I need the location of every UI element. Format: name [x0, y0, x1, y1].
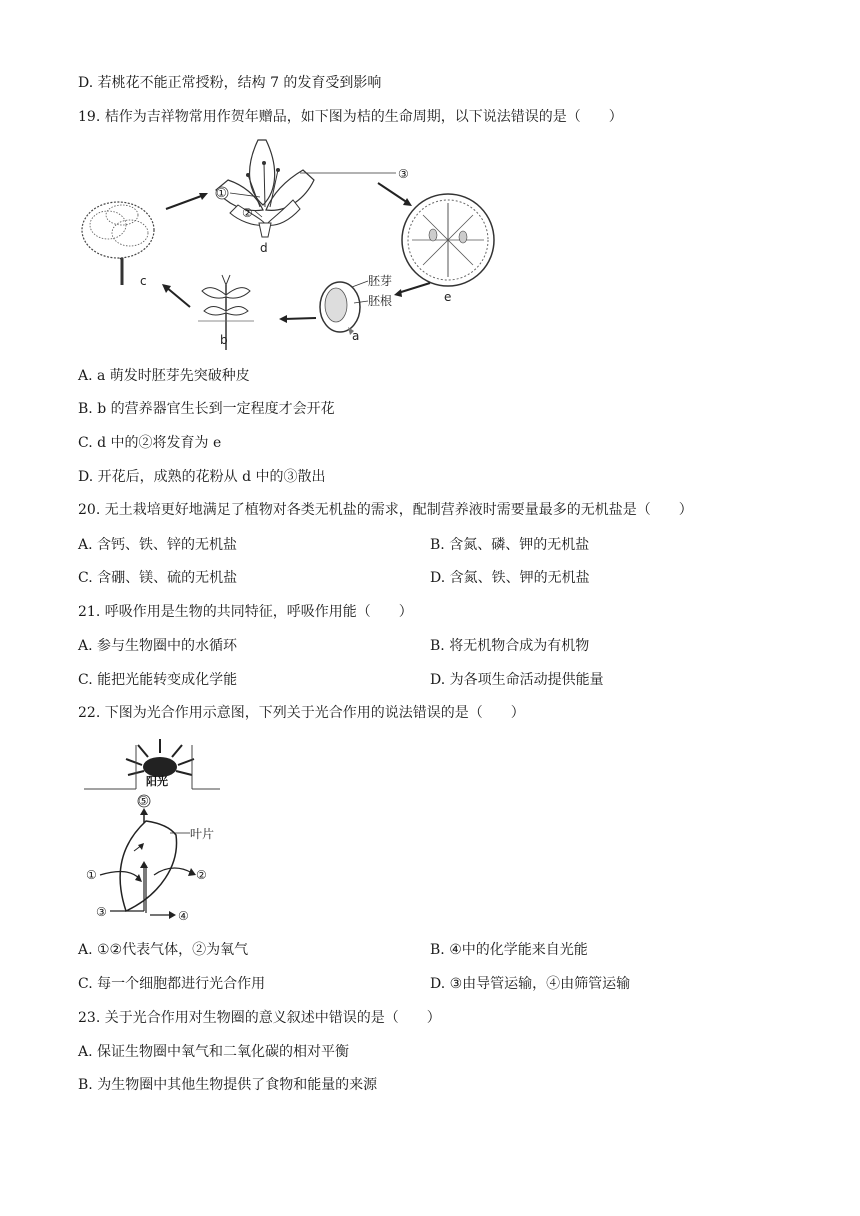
- label-2: ②: [242, 206, 253, 220]
- q23-option-b: B. 为生物圈中其他生物提供了食物和能量的来源: [78, 1077, 378, 1093]
- q19-option-d: D. 开花后，成熟的花粉从 d 中的③散出: [78, 469, 326, 485]
- seed-illustration: [320, 282, 360, 335]
- q22-option-b: B. ④中的化学能来自光能: [430, 942, 588, 958]
- label-3: ③: [96, 905, 107, 919]
- q19-orange-life-cycle-figure: [78, 135, 478, 355]
- tree-illustration: [82, 202, 154, 285]
- q23-option-a: A. 保证生物圈中氧气和二氧化碳的相对平衡: [78, 1044, 350, 1060]
- q22-photosynthesis-figure: [80, 735, 230, 925]
- label-2: ②: [196, 868, 207, 882]
- label-1: ①: [216, 186, 227, 200]
- q21-option-b: B. 将无机物合成为有机物: [430, 638, 590, 654]
- q21-option-d: D. 为各项生命活动提供能量: [430, 672, 604, 688]
- q21-option-a: A. 参与生物圈中的水循环: [78, 638, 238, 654]
- flower-illustration: [216, 140, 314, 237]
- label-3: ③: [398, 167, 409, 181]
- label-b: b: [220, 333, 228, 347]
- q22-stem: 22. 下图为光合作用示意图，下列关于光合作用的说法错误的是（ ）: [78, 705, 525, 721]
- label-e: e: [444, 290, 452, 304]
- label-5: ⑤: [138, 794, 149, 808]
- q18-option-d: D. 若桃花不能正常授粉，结构 7 的发育受到影响: [78, 75, 382, 91]
- q21-option-c: C. 能把光能转变成化学能: [78, 672, 238, 688]
- fruit-cross-section-illustration: [402, 194, 494, 286]
- q19-stem: 19. 桔作为吉祥物常用作贺年赠品，如下图为桔的生命周期，以下说法错误的是（ ）: [78, 109, 623, 125]
- label-embryo-root: 胚根: [368, 294, 393, 308]
- q20-option-b: B. 含氮、磷、钾的无机盐: [430, 537, 590, 553]
- q21-stem: 21. 呼吸作用是生物的共同特征，呼吸作用能（ ）: [78, 604, 413, 620]
- q20-option-d: D. 含氮、铁、钾的无机盐: [430, 570, 590, 586]
- q20-stem: 20. 无土栽培更好地满足了植物对各类无机盐的需求，配制营养液时需要量最多的无机盐是（ ）: [78, 502, 693, 518]
- label-a: a: [352, 329, 360, 343]
- q22-option-a: A. ①②代表气体，②为氧气: [78, 942, 249, 958]
- q19-option-b: B. b 的营养器官生长到一定程度才会开花: [78, 401, 335, 417]
- q19-option-c: C. d 中的②将发育为 e: [78, 435, 222, 451]
- q19-option-a: A. a 萌发时胚芽先突破种皮: [78, 368, 250, 384]
- q23-stem: 23. 关于光合作用对生物圈的意义叙述中错误的是（ ）: [78, 1010, 441, 1026]
- q22-option-d: D. ③由导管运输，④由筛管运输: [430, 976, 631, 992]
- q20-option-a: A. 含钙、铁、锌的无机盐: [78, 537, 238, 553]
- q20-option-c: C. 含硼、镁、硫的无机盐: [78, 570, 238, 586]
- label-d: d: [260, 241, 268, 255]
- label-4: ④: [178, 909, 189, 923]
- label-sunlight: 阳光: [146, 775, 168, 788]
- q22-option-c: C. 每一个细胞都进行光合作用: [78, 976, 266, 992]
- label-c: c: [140, 274, 147, 288]
- label-leaf: 叶片: [190, 827, 215, 841]
- label-1: ①: [86, 868, 97, 882]
- label-embryo-bud: 胚芽: [368, 274, 393, 288]
